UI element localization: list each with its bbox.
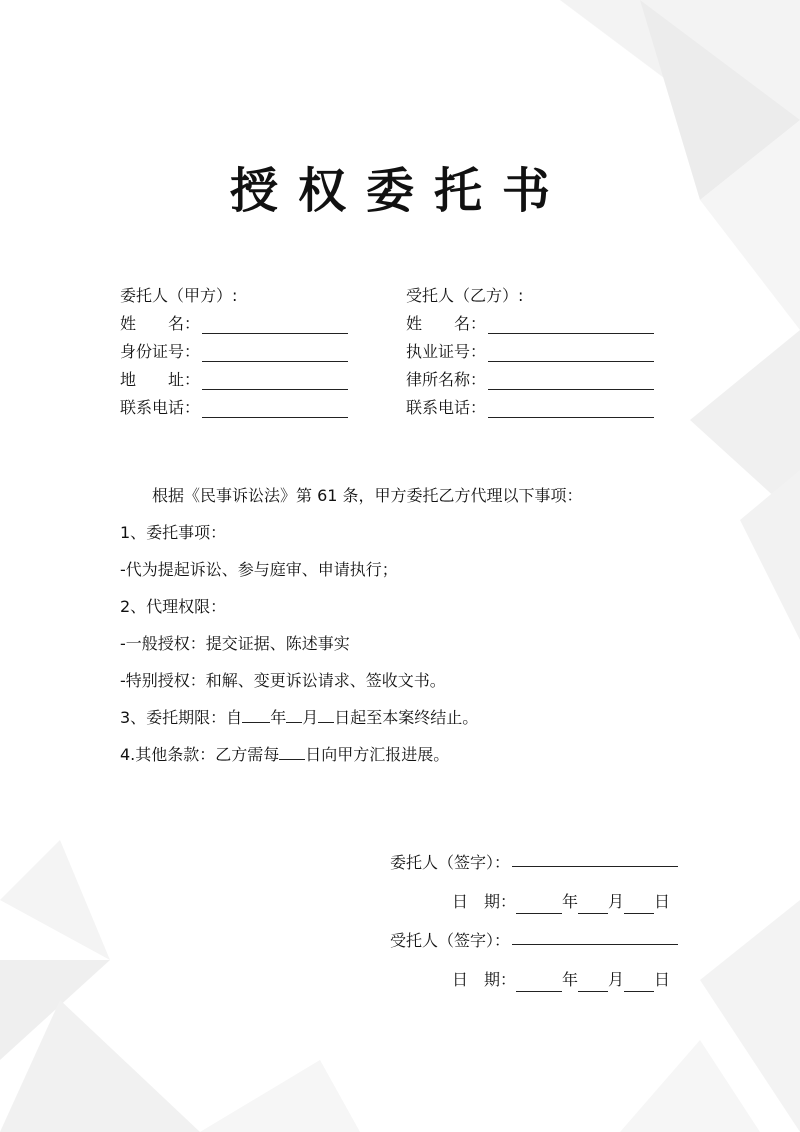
signature-line — [512, 848, 678, 867]
field-label: 地 址： — [120, 370, 201, 389]
field-label: 身份证号： — [120, 342, 201, 361]
blank-line — [488, 343, 654, 362]
blank-line — [202, 399, 348, 418]
date-label: 日 期： — [452, 970, 517, 989]
year-text: 年 — [562, 970, 579, 989]
field-label: 律所名称： — [406, 370, 487, 389]
principal-signature-row — [390, 836, 678, 875]
document-title: 授权委托书 — [229, 163, 570, 219]
field-label: 姓 名： — [120, 314, 201, 333]
principal-id-field — [120, 338, 348, 366]
principal-date-row — [390, 875, 678, 914]
principal-phone-field — [120, 394, 348, 422]
item2-general: -一般授权：提交证据、陈述事实 — [120, 634, 350, 653]
agent-info-block — [406, 282, 654, 422]
day-blank — [318, 706, 334, 723]
date-label: 日 期： — [452, 892, 517, 911]
signature-line — [512, 926, 678, 945]
principal-heading: 委托人（甲方）: — [120, 286, 238, 305]
days-blank — [279, 743, 305, 760]
agent-license-field — [406, 338, 654, 366]
item2-title: 2、代理权限： — [120, 597, 227, 616]
principal-address-field — [120, 366, 348, 394]
day-blank — [624, 897, 654, 914]
year-blank — [516, 897, 562, 914]
blank-line — [202, 315, 348, 334]
month-blank — [578, 897, 608, 914]
item3-prefix: 3、委托期限：自 — [120, 708, 243, 727]
year-blank — [242, 706, 270, 723]
principal-name-field — [120, 310, 348, 338]
blank-line — [488, 371, 654, 390]
month-blank — [286, 706, 302, 723]
principal-sign-label: 委托人（签字）： — [390, 853, 511, 872]
year-text: 年 — [562, 892, 579, 911]
item3-month: 月 — [302, 708, 319, 727]
item3-year: 年 — [270, 708, 287, 727]
item3-suffix: 日起至本案终结止。 — [334, 708, 479, 727]
field-label: 联系电话： — [120, 398, 201, 417]
blank-line — [488, 399, 654, 418]
item3-term — [120, 706, 700, 743]
field-label: 执业证号： — [406, 342, 487, 361]
field-label: 联系电话： — [406, 398, 487, 417]
field-label: 姓 名： — [406, 314, 487, 333]
month-blank — [578, 975, 608, 992]
agent-phone-field — [406, 394, 654, 422]
item4-prefix: 4.其他条款：乙方需每 — [120, 745, 280, 764]
month-text: 月 — [608, 970, 625, 989]
agent-heading: 受托人（乙方）: — [406, 286, 524, 305]
blank-line — [202, 343, 348, 362]
blank-line — [202, 371, 348, 390]
agent-sign-label: 受托人（签字）： — [390, 931, 511, 950]
intro-paragraph: 根据《民事诉讼法》第 61 条，甲方委托乙方代理以下事项： — [152, 486, 583, 505]
agent-signature-row — [390, 914, 678, 953]
year-blank — [516, 975, 562, 992]
signature-block — [390, 836, 678, 992]
agent-date-row — [390, 953, 678, 992]
blank-line — [488, 315, 654, 334]
item4-suffix: 日向甲方汇报进展。 — [305, 745, 450, 764]
day-blank — [624, 975, 654, 992]
document-body — [120, 484, 700, 780]
month-text: 月 — [608, 892, 625, 911]
item4-other — [120, 743, 700, 780]
day-text: 日 — [654, 970, 671, 989]
principal-info-block — [120, 282, 348, 422]
day-text: 日 — [654, 892, 671, 911]
item1-title: 1、委托事项： — [120, 523, 227, 542]
item2-special: -特别授权：和解、变更诉讼请求、签收文书。 — [120, 671, 446, 690]
item1-detail: -代为提起诉讼、参与庭审、申请执行； — [120, 560, 398, 579]
agent-name-field — [406, 310, 654, 338]
agent-firm-field — [406, 366, 654, 394]
